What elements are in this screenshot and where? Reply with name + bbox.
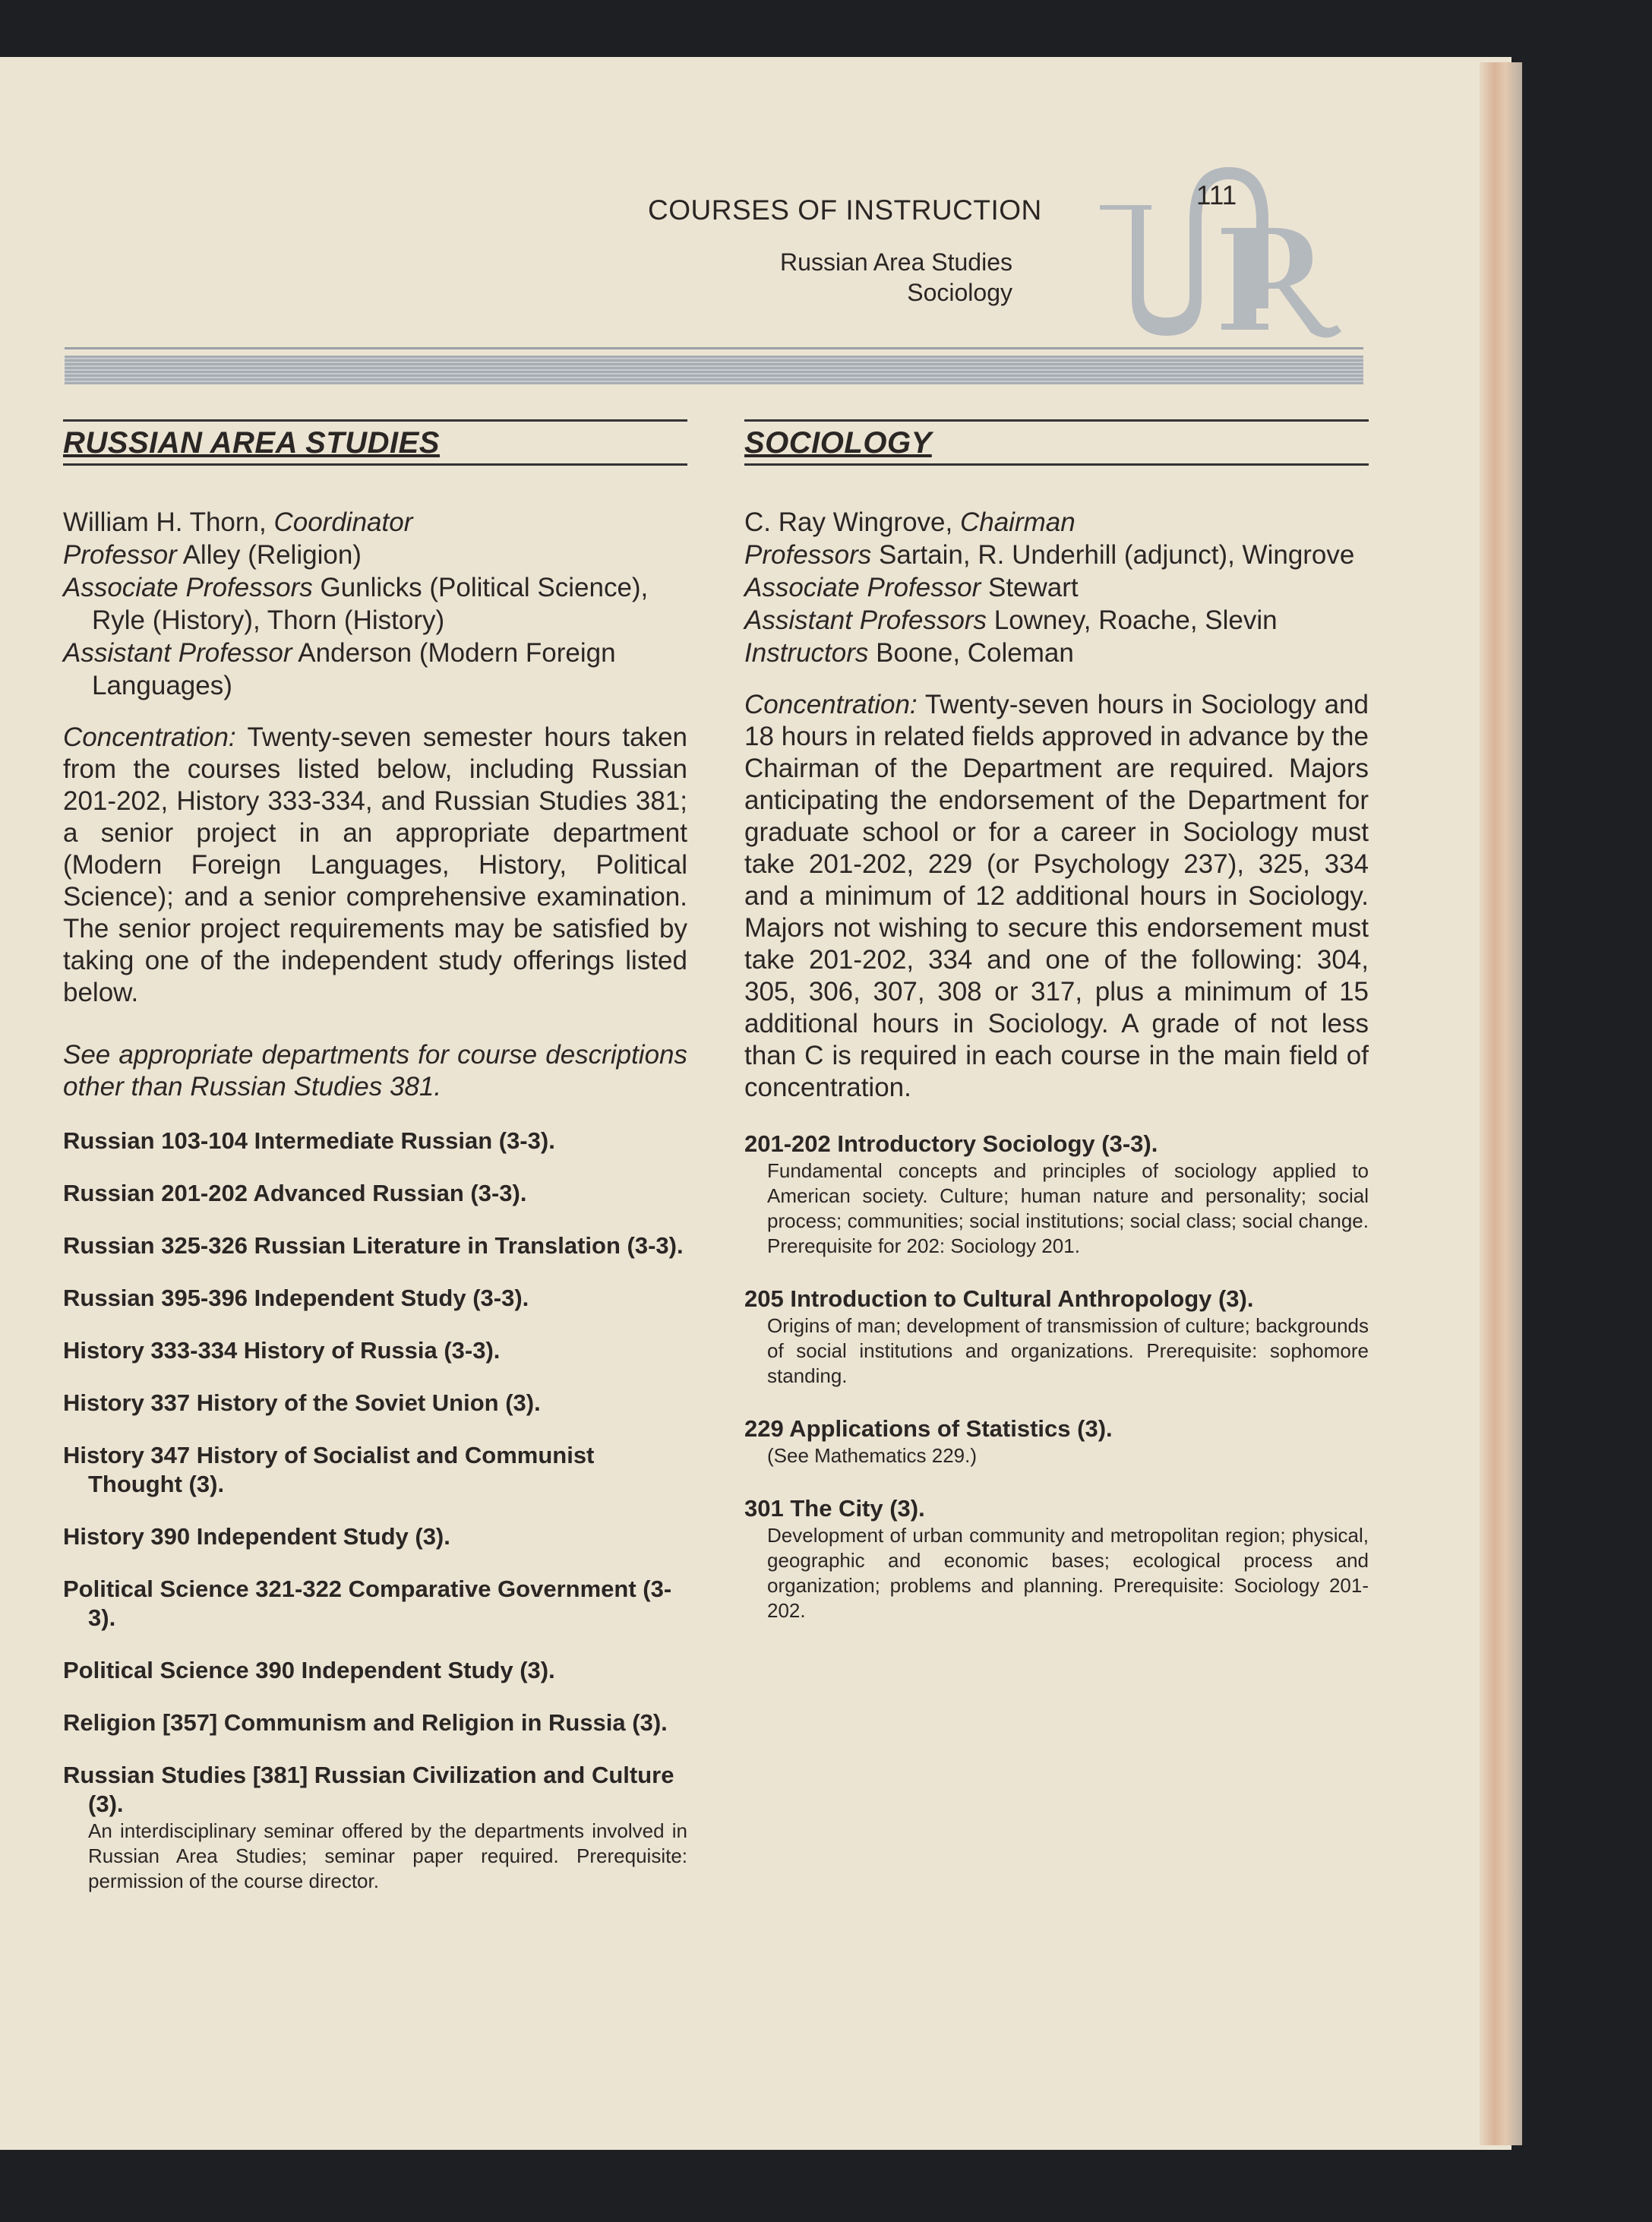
course-entry [63, 1575, 687, 1633]
page-number: 111 [1196, 181, 1237, 210]
course-description: Origins of man; development of transmission of culture; backgrounds of social institutions and organizations. Prerequisite: sophomore standing. [767, 1314, 1369, 1387]
faculty-line: William H. Thorn, Coordinator [63, 507, 413, 537]
course-title: 201-202 Introductory Sociology (3-3). [744, 1130, 1158, 1157]
faculty-line: Associate Professors Gunlicks (Political Science), Ryle (History), Thorn (History) [63, 573, 649, 635]
course-title: Political Science 321-322 Comparative Government (3-3). [63, 1576, 672, 1631]
faculty-line: Associate Professor Stewart [744, 573, 1079, 602]
section-heading: SOCIOLOGY [744, 426, 932, 460]
course-title: Russian 395-396 Independent Study (3-3). [63, 1285, 529, 1311]
course-entry [63, 1231, 687, 1260]
concentration-paragraph: Concentration: Twenty-seven hours in Sociology and 18 hours in related fields approved in advance by the Chairman of the Department are required. Majors anticipating the endorsement of the Department for graduate school or for a career in Sociology must take 201-202, 229 (or Psychology 237), 325, 334 and a minimum of 12 additional hours in Sociology. Majors not wishing to secure this endorsement must take 201-202, 334 and one of the following: 304, 305, 306, 307, 308 or 317, plus a minimum of 15 additional hours in Sociology. A grade of not less than C is required in each course in the main field of concentration. [744, 690, 1369, 1102]
course-entry [744, 1414, 1369, 1468]
course-entry [744, 1494, 1369, 1623]
course-title: 229 Applications of Statistics (3). [744, 1415, 1113, 1442]
running-header-subtitles [780, 247, 1012, 308]
concentration-paragraph: Concentration: Twenty-seven semester hours taken from the courses listed below, including Russian 201-202, History 333-334, and Russian Studies 381; a senior project in an appropriate department (Modern Foreign Languages, History, Political Science); and a senior comprehensive examination. The senior project requirements may be satisfied by taking one of the independent study offerings listed below. [63, 722, 687, 1007]
course-entry [63, 1179, 687, 1208]
course-title: 301 The City (3). [744, 1495, 925, 1522]
section-heading-box [744, 419, 1369, 466]
course-title: Political Science 390 Independent Study (3). [63, 1657, 555, 1683]
running-header-title: COURSES OF INSTRUCTION [648, 194, 1042, 226]
russian-area-studies-column [63, 419, 687, 1894]
section-heading: RUSSIAN AREA STUDIES [63, 426, 440, 460]
course-entry [63, 1522, 687, 1551]
subtitle-line: Russian Area Studies [780, 248, 1012, 276]
subtitle-line: Sociology [907, 279, 1012, 306]
course-description: Development of urban community and metropolitan region; physical, geographic and economic bases; ecological process and organization; problems and planning. Prerequisite: Sociology 201-202. [767, 1524, 1369, 1622]
course-title: Russian 201-202 Advanced Russian (3-3). [63, 1180, 527, 1206]
course-entry [63, 1284, 687, 1313]
course-description: (See Mathematics 229.) [767, 1444, 978, 1467]
page-edges [1480, 62, 1522, 2145]
sociology-column [744, 419, 1369, 1623]
course-title: Russian 325-326 Russian Literature in Translation (3-3). [63, 1232, 684, 1259]
ur-logo [1069, 137, 1373, 342]
course-title: Religion [357] Communism and Religion in Russia (3). [63, 1709, 668, 1736]
course-title: History 333-334 History of Russia (3-3). [63, 1337, 501, 1364]
course-entry [63, 1389, 687, 1418]
faculty-list [63, 506, 687, 702]
course-entry [744, 1285, 1369, 1389]
course-title: 205 Introduction to Cultural Anthropology (3). [744, 1285, 1254, 1312]
section-heading-box [63, 419, 687, 466]
faculty-list [744, 506, 1369, 669]
course-title: History 337 History of the Soviet Union (3). [63, 1389, 541, 1416]
course-entry [63, 1127, 687, 1155]
course-entry [63, 1708, 687, 1737]
course-entry [63, 1441, 687, 1499]
course-note: See appropriate departments for course descriptions other than Russian Studies 381. [63, 1040, 687, 1102]
course-title: Russian 103-104 Intermediate Russian (3-3). [63, 1127, 555, 1154]
course-title: History 390 Independent Study (3). [63, 1523, 450, 1550]
faculty-line: Assistant Professor Anderson (Modern Foreign Languages) [63, 638, 616, 700]
faculty-line: C. Ray Wingrove, Chairman [744, 507, 1076, 537]
faculty-line: Assistant Professors Lowney, Roache, Slevin [744, 605, 1278, 635]
course-entry [744, 1130, 1369, 1259]
faculty-line: Instructors Boone, Coleman [744, 638, 1074, 668]
course-entry [63, 1336, 687, 1365]
course-description: An interdisciplinary seminar offered by the departments involved in Russian Area Studies; seminar paper required. Prerequisite: permission of the course director. [88, 1819, 687, 1892]
course-description: Fundamental concepts and principles of sociology applied to American society. Culture; human nature and personality; social process; communities; social institutions; social class; social change. Prerequisite for 202: Sociology 201. [767, 1159, 1369, 1257]
faculty-line: Professor Alley (Religion) [63, 540, 362, 570]
header-rule-thin [65, 347, 1363, 349]
course-entry [63, 1761, 687, 1894]
course-title: History 347 History of Socialist and Communist Thought (3). [63, 1442, 595, 1497]
faculty-line: Professors Sartain, R. Underhill (adjunct), Wingrove [744, 540, 1355, 570]
header-rule-thick [65, 356, 1363, 384]
course-title: Russian Studies [381] Russian Civilization and Culture (3). [63, 1762, 674, 1817]
course-entry [63, 1656, 687, 1685]
